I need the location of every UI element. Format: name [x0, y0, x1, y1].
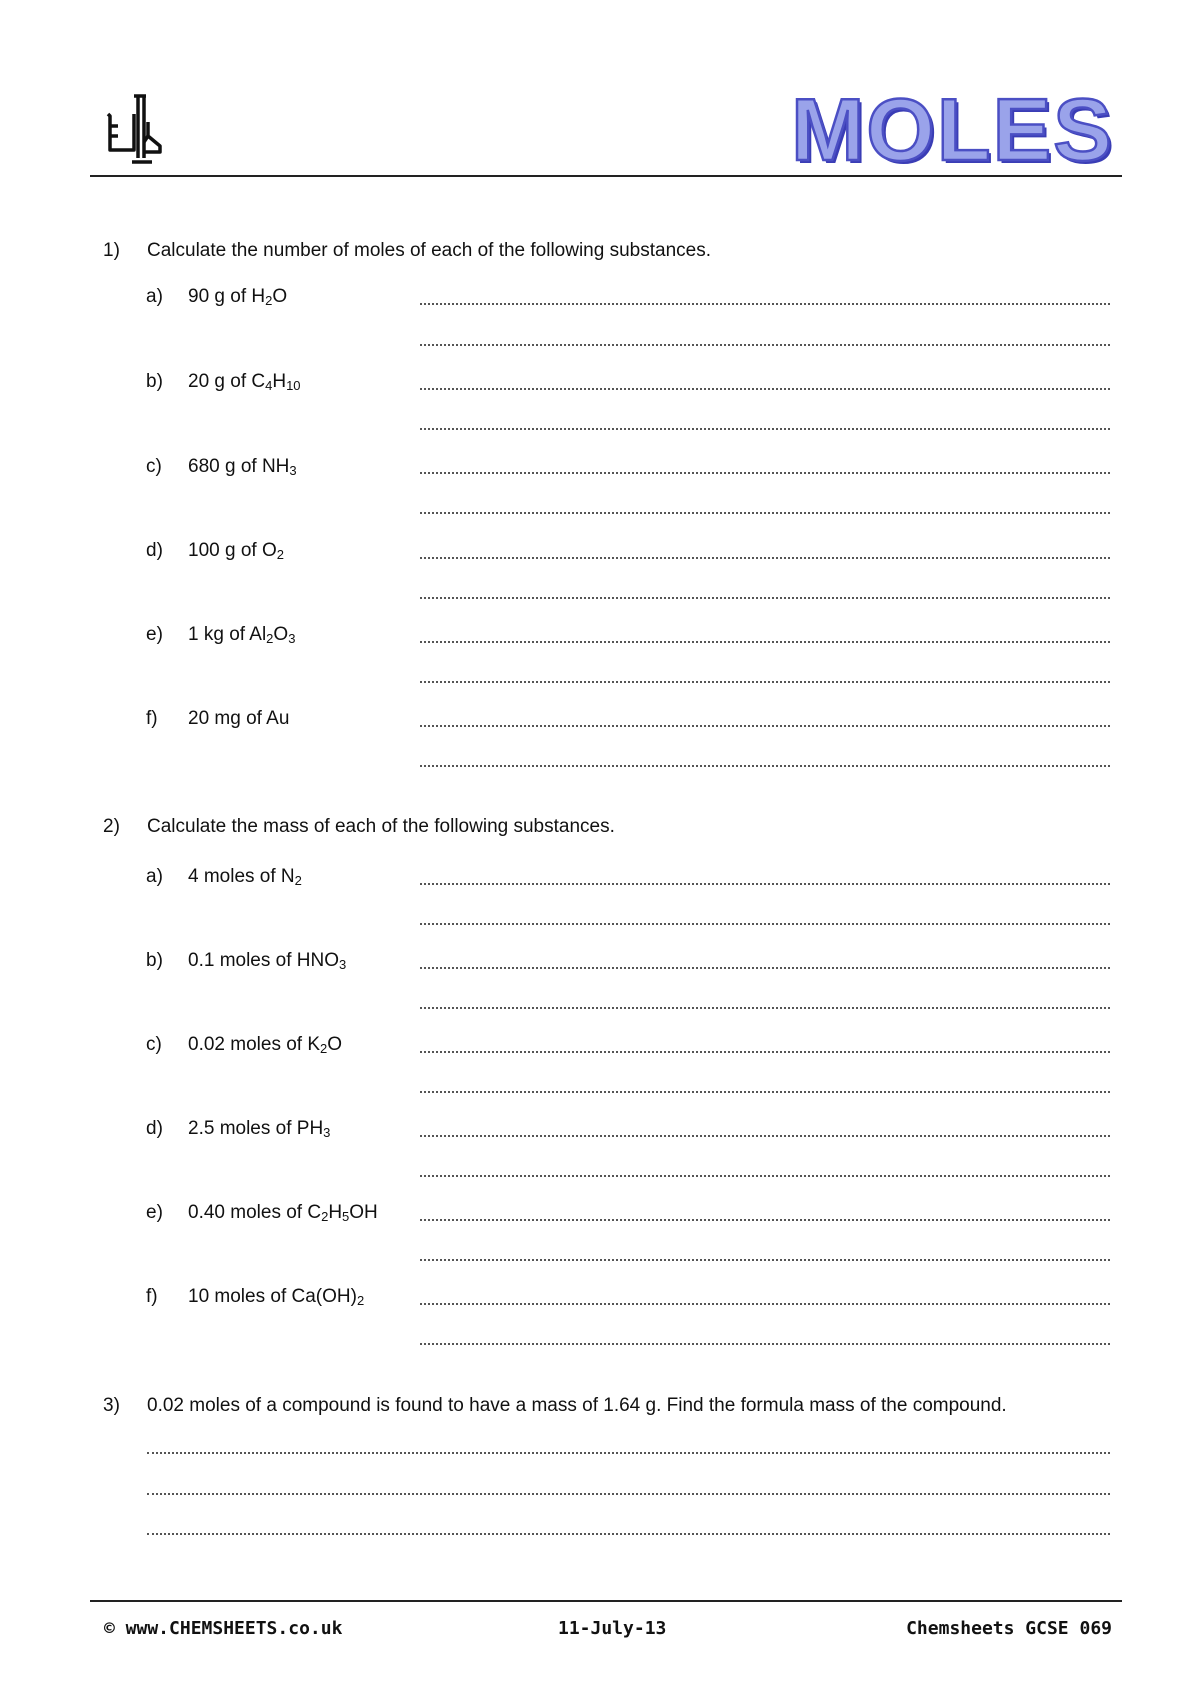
- answer-line[interactable]: [420, 597, 1110, 599]
- part-text: 680 g of $NH_3$: [188, 456, 297, 478]
- answer-line[interactable]: [420, 1303, 1110, 1305]
- answer-line[interactable]: [420, 765, 1110, 767]
- footer-copyright: © www.CHEMSHEETS.co.uk: [104, 1618, 343, 1639]
- part-text: 10 moles of $Ca(OH)_2$: [188, 1286, 365, 1308]
- answer-line[interactable]: [420, 1051, 1110, 1053]
- part-label: c): [146, 456, 162, 477]
- answer-line[interactable]: [147, 1493, 1110, 1495]
- lab-glassware-icon: [104, 92, 174, 168]
- part-label: b): [146, 371, 163, 392]
- answer-line[interactable]: [420, 1135, 1110, 1137]
- footer-divider: [90, 1600, 1122, 1602]
- part-text: 0.40 moles of $C_2H_5OH$: [188, 1202, 378, 1224]
- part-label: e): [146, 1202, 163, 1223]
- part-label: f): [146, 708, 158, 729]
- answer-line[interactable]: [147, 1533, 1110, 1535]
- header-divider: [90, 175, 1122, 177]
- part-label: d): [146, 540, 163, 561]
- answer-line[interactable]: [420, 681, 1110, 683]
- page-title: MOLES: [791, 80, 1114, 179]
- answer-line[interactable]: [420, 303, 1110, 305]
- part-text: 20 g of $C_4H_{10}$: [188, 371, 301, 393]
- part-label: c): [146, 1034, 162, 1055]
- footer-sheet-id: Chemsheets GCSE 069: [906, 1618, 1112, 1639]
- part-text: 20 mg of Au: [188, 708, 290, 729]
- part-label: a): [146, 286, 163, 307]
- question-number: 2): [103, 816, 120, 837]
- answer-line[interactable]: [420, 512, 1110, 514]
- answer-line[interactable]: [420, 1259, 1110, 1261]
- answer-line[interactable]: [420, 472, 1110, 474]
- answer-line[interactable]: [147, 1452, 1110, 1454]
- part-text: 1 kg of $Al_2O_3$: [188, 624, 296, 646]
- answer-line[interactable]: [420, 1091, 1110, 1093]
- answer-line[interactable]: [420, 883, 1110, 885]
- footer-date: 11-July-13: [558, 1618, 667, 1639]
- part-label: e): [146, 624, 163, 645]
- part-label: b): [146, 950, 163, 971]
- answer-line[interactable]: [420, 1175, 1110, 1177]
- question-text: Calculate the number of moles of each of the following substances.: [147, 240, 711, 261]
- answer-line[interactable]: [420, 725, 1110, 727]
- answer-line[interactable]: [420, 344, 1110, 346]
- part-text: 100 g of $O_2$: [188, 540, 284, 562]
- part-label: a): [146, 866, 163, 887]
- answer-line[interactable]: [420, 641, 1110, 643]
- answer-line[interactable]: [420, 923, 1110, 925]
- part-text: 4 moles of $N_2$: [188, 866, 302, 888]
- part-label: d): [146, 1118, 163, 1139]
- answer-line[interactable]: [420, 388, 1110, 390]
- answer-line[interactable]: [420, 557, 1110, 559]
- question-number: 1): [103, 240, 120, 261]
- question-text: Calculate the mass of each of the following substances.: [147, 816, 615, 837]
- answer-line[interactable]: [420, 1219, 1110, 1221]
- part-text: 0.1 moles of $HNO_3$: [188, 950, 347, 972]
- answer-line[interactable]: [420, 428, 1110, 430]
- answer-line[interactable]: [420, 1343, 1110, 1345]
- answer-line[interactable]: [420, 1007, 1110, 1009]
- question-text: 0.02 moles of a compound is found to have a mass of 1.64 g. Find the formula mass of the compound.: [147, 1395, 1007, 1416]
- part-text: 0.02 moles of $K_2O$: [188, 1034, 343, 1056]
- part-text: 90 g of $H_2O$: [188, 286, 288, 308]
- answer-line[interactable]: [420, 967, 1110, 969]
- part-label: f): [146, 1286, 158, 1307]
- question-number: 3): [103, 1395, 120, 1416]
- part-text: 2.5 moles of $PH_3$: [188, 1118, 331, 1140]
